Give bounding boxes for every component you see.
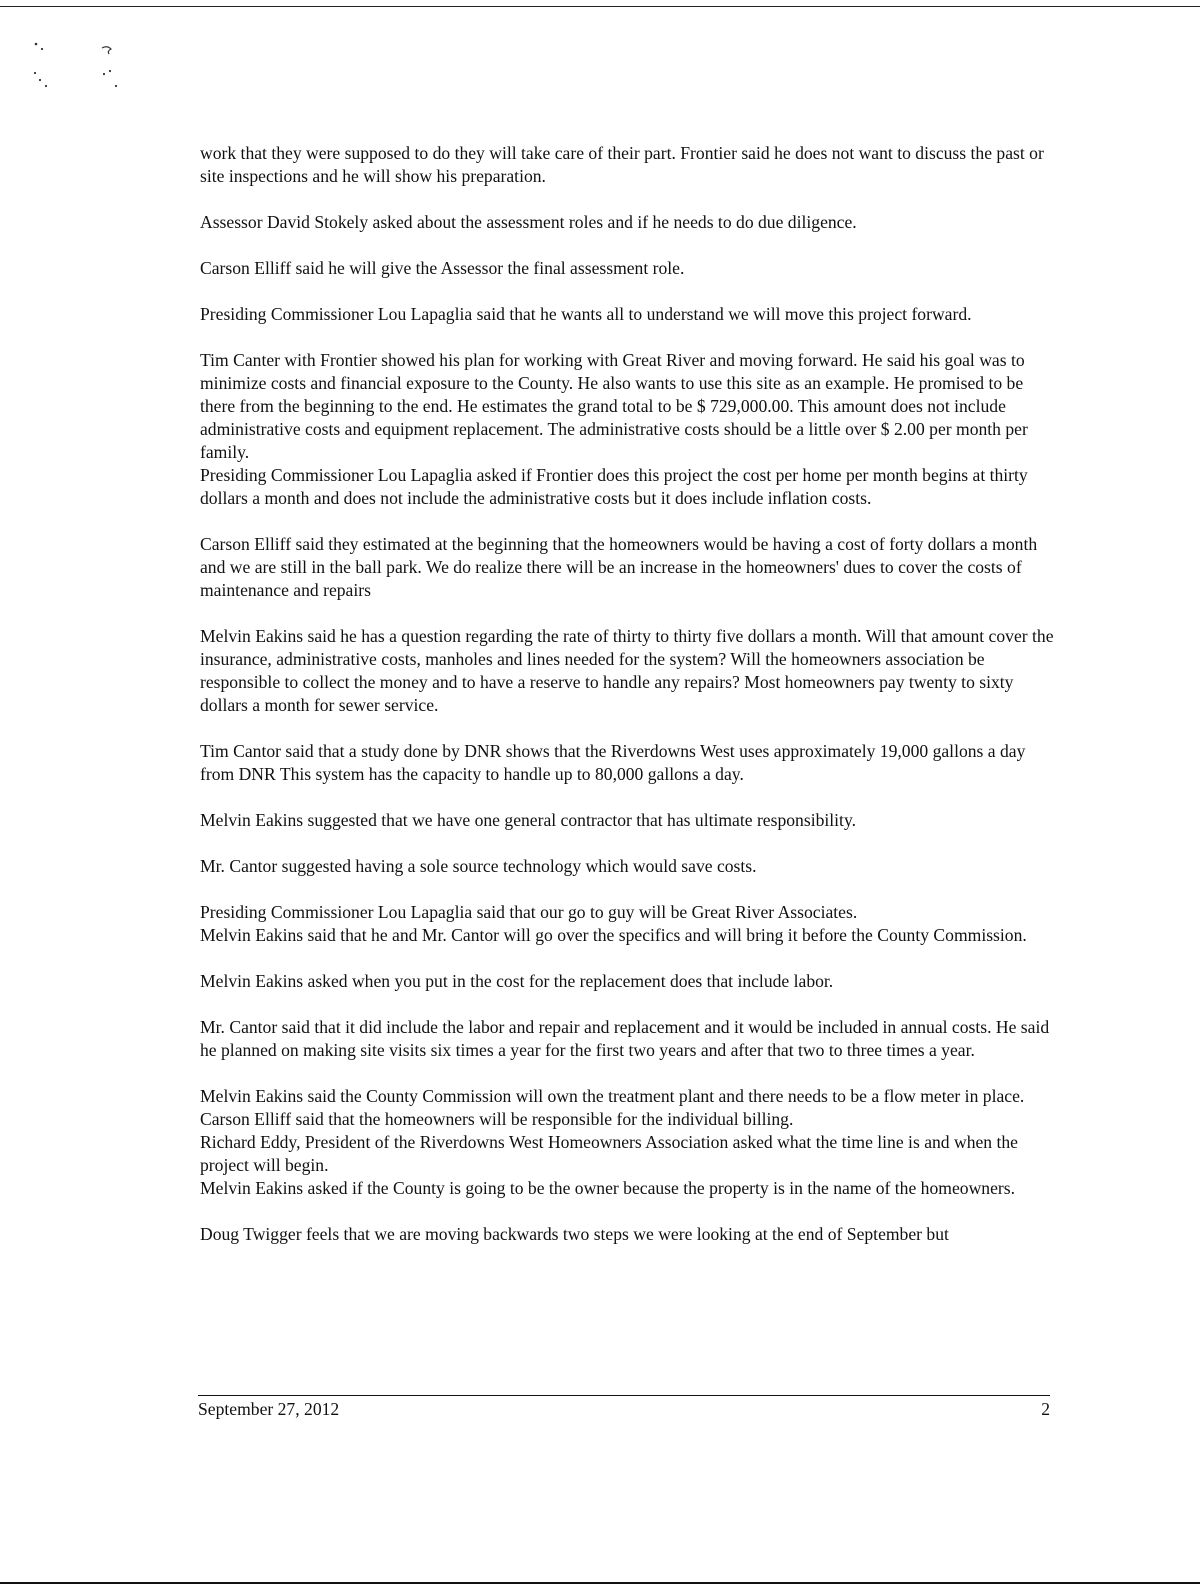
paragraph-elliff-assessment-role: Carson Elliff said he will give the Assessor the final assessment role. xyxy=(200,258,685,278)
paragraph-cantor-labor-answer: Mr. Cantor said that it did include the labor and repair and replacement and it would be included in annual costs. He said he planned on making site visits six times a year for the first two years and after that two to three times a year. xyxy=(200,1017,1050,1060)
paragraph-eakins-specifics: Melvin Eakins said that he and Mr. Cantor will go over the specifics and will bring it before the County Commission. xyxy=(200,925,1027,945)
paragraph-lapaglia-move-forward: Presiding Commissioner Lou Lapaglia said that he wants all to understand we will move this project forward. xyxy=(200,304,972,324)
paragraph-frontier-part: work that they were supposed to do they will take care of their part. Frontier said he does not want to discuss the past or site inspections and he will show his preparation. xyxy=(200,143,1044,186)
paragraph-elliff-estimate: Carson Elliff said they estimated at the beginning that the homeowners would be having a cost of forty dollars a month and we are still in the ball park. We do realize there will be an increase in the homeowners' dues to cover the costs of maintenance and repairs xyxy=(200,534,1038,600)
paragraph-eddy-timeline: Richard Eddy, President of the Riverdowns West Homeowners Association asked what the time line is and when the project will begin. xyxy=(200,1132,1018,1175)
minutes-body xyxy=(200,142,1060,1246)
paragraph-assessor-question: Assessor David Stokely asked about the assessment roles and if he needs to do due diligence. xyxy=(200,212,857,232)
paragraph-eakins-general-contractor: Melvin Eakins suggested that we have one general contractor that has ultimate responsibility. xyxy=(200,810,856,830)
paragraph-eakins-flow-meter: Melvin Eakins said the County Commission will own the treatment plant and there needs to be a flow meter in place. xyxy=(200,1086,1025,1106)
paragraph-cantor-sole-source: Mr. Cantor suggested having a sole source technology which would save costs. xyxy=(200,856,757,876)
paragraph-canter-plan: Tim Canter with Frontier showed his plan for working with Great River and moving forward. He said his goal was to minimize costs and financial exposure to the County. He also wants to use this site as an example. He promised to be there from the beginning to the end. He estimates the grand total to be $ 729,000.00. This amount does not include administrative costs and equipment replacement. The administrative costs should be a little over $ 2.00 per month per family. xyxy=(200,350,1028,462)
paragraph-eakins-labor-question: Melvin Eakins asked when you put in the cost for the replacement does that include labor. xyxy=(200,971,834,991)
footer-rule xyxy=(198,1395,1050,1396)
top-scan-edge xyxy=(0,6,1200,7)
paragraph-lapaglia-great-river: Presiding Commissioner Lou Lapaglia said that our go to guy will be Great River Associates. xyxy=(200,902,858,922)
scan-artifact-marks xyxy=(32,40,132,100)
bottom-scan-edge xyxy=(0,1582,1200,1584)
page-number: 2 xyxy=(1041,1399,1050,1419)
footer-date: September 27, 2012 xyxy=(198,1399,340,1419)
paragraph-lapaglia-cost-question: Presiding Commissioner Lou Lapaglia asked if Frontier does this project the cost per home per month begins at thirty dollars a month and does not include the administrative costs but it does include inflation costs. xyxy=(200,465,1028,508)
paragraph-cantor-dnr-study: Tim Cantor said that a study done by DNR shows that the Riverdowns West uses approximately 19,000 gallons a day from DNR This system has the capacity to handle up to 80,000 gallons a day. xyxy=(200,741,1026,784)
paragraph-twigger-backwards: Doug Twigger feels that we are moving backwards two steps we were looking at the end of September but xyxy=(200,1224,949,1244)
paragraph-elliff-billing: Carson Elliff said that the homeowners will be responsible for the individual billing. xyxy=(200,1109,794,1129)
paragraph-eakins-ownership: Melvin Eakins asked if the County is going to be the owner because the property is in the name of the homeowners. xyxy=(200,1178,1015,1198)
paragraph-eakins-rate-question: Melvin Eakins said he has a question regarding the rate of thirty to thirty five dollars a month. Will that amount cover the insurance, administrative costs, manholes and lines needed for the system? Will the homeowners association be responsible to collect the money and to have a reserve to handle any repairs? Most homeowners pay twenty to sixty dollars a month for sewer service. xyxy=(200,626,1054,715)
